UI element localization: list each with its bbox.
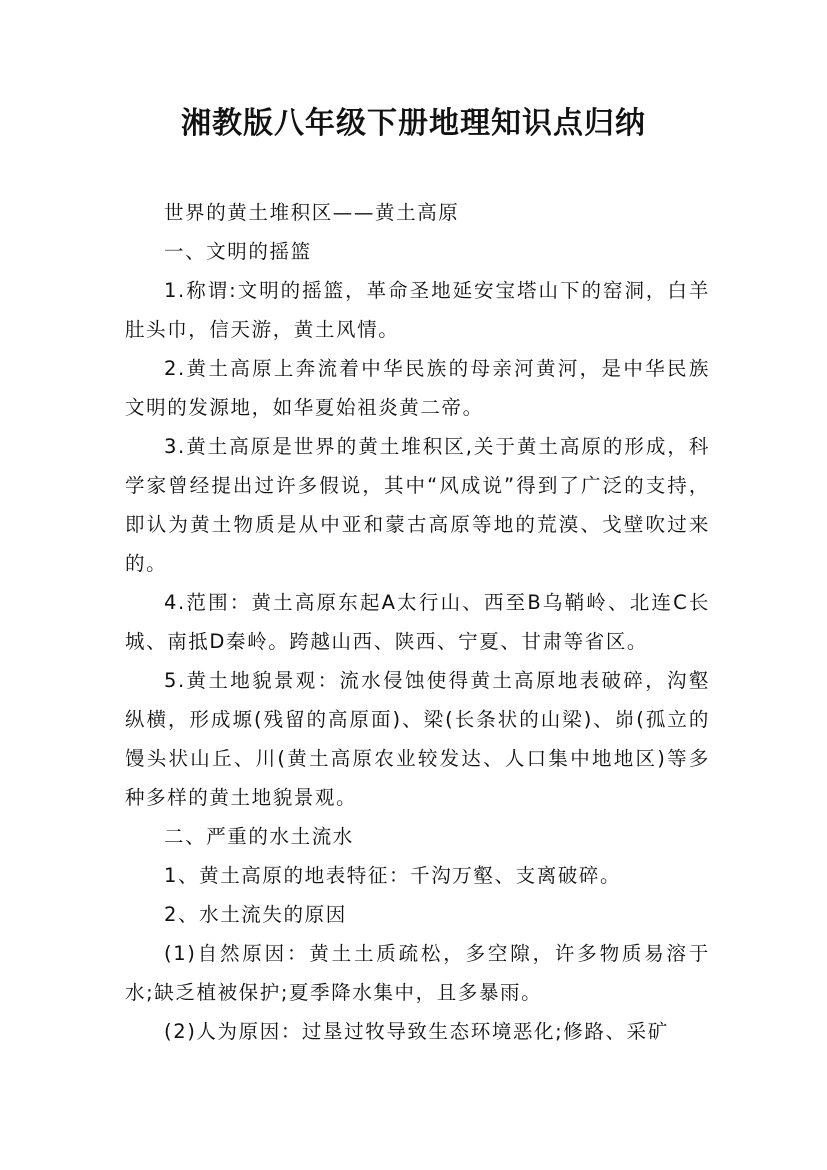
section-heading-soil-erosion: 二、严重的水土流水 — [164, 825, 354, 848]
section-heading-loess-plateau: 世界的黄土堆积区——黄土高原 — [164, 201, 460, 224]
paragraph-title-names: 1.称谓:文明的摇篮，革命圣地延安宝塔山下的窑洞，白羊肚头巾，信天游，黄土风情。 — [125, 279, 710, 341]
paragraph-landforms: 5.黄土地貌景观：流水侵蚀使得黄土高原地表破碎，沟壑纵横，形成塬(残留的高原面)、梁(长条状的山梁)、峁(孤立的馒头状山丘、川(黄土高原农业较发达、人口集中地地区)等多种多样的黄土地貌景观。 — [125, 669, 710, 809]
document-body — [125, 193, 710, 1051]
paragraph-human-causes: (2)人为原因：过垦过牧导致生态环境恶化;修路、采矿 — [164, 1020, 669, 1043]
paragraph-surface-features: 1、黄土高原的地表特征：千沟万壑、支离破碎。 — [164, 864, 622, 887]
paragraph-erosion-causes: 2、水土流失的原因 — [164, 903, 347, 926]
paragraph-yellow-river: 2.黄土高原上奔流着中华民族的母亲河黄河，是中华民族文明的发源地，如华夏始祖炎黄二帝。 — [125, 357, 710, 419]
section-heading-cradle: 一、文明的摇篮 — [164, 240, 312, 263]
document-title: 湘教版八年级下册地理知识点归纳 — [181, 106, 646, 141]
paragraph-extent: 4.范围：黄土高原东起A太行山、西至B乌鞘岭、北连C长城、南抵D秦岭。跨越山西、陕西、宁夏、甘肃等省区。 — [125, 591, 710, 653]
paragraph-formation-theory: 3.黄土高原是世界的黄土堆积区,关于黄土高原的形成，科学家曾经提出过许多假说，其中“风成说”得到了广泛的支持，即认为黄土物质是从中亚和蒙古高原等地的荒漠、戈壁吹过来的。 — [125, 435, 710, 575]
paragraph-natural-causes: (1)自然原因：黄土土质疏松，多空隙，许多物质易溶于水;缺乏植被保护;夏季降水集中，且多暴雨。 — [125, 942, 710, 1004]
